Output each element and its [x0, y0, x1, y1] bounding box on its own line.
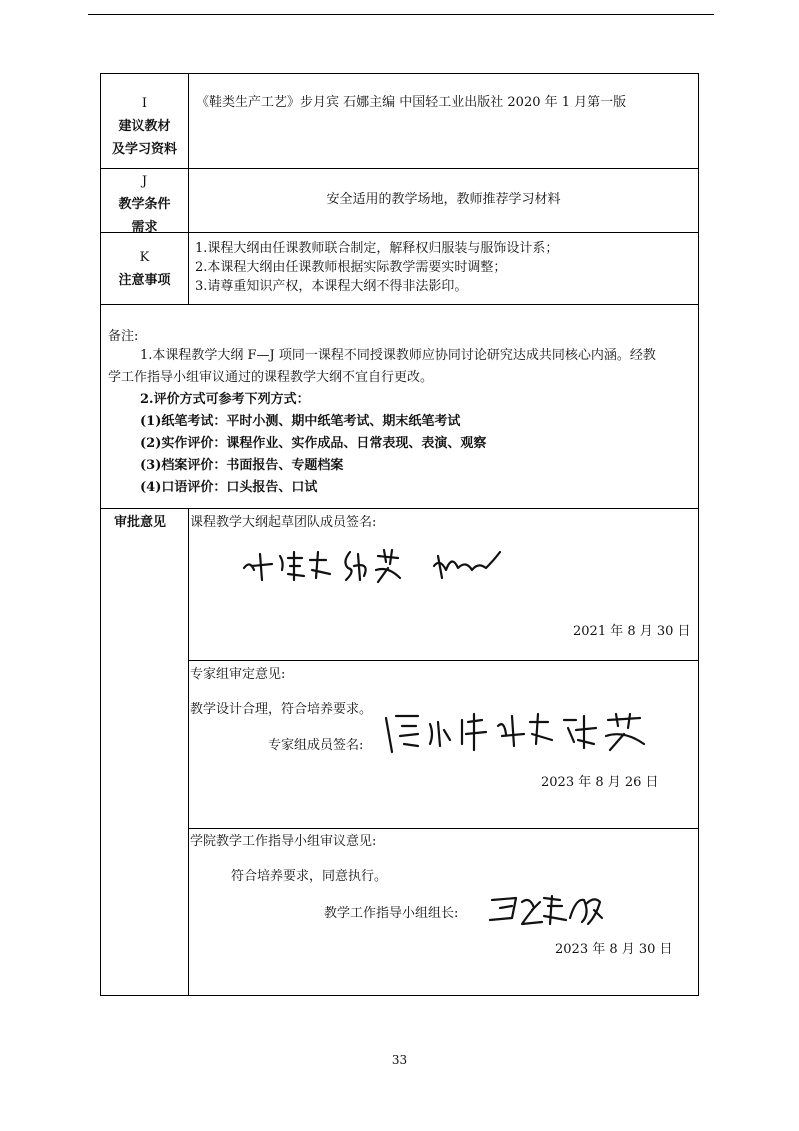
row-j-label: J 教学条件 需求: [118, 174, 171, 235]
college-signature: [482, 888, 612, 932]
note-item: 2.本课程大纲由任课教师根据实际教学需要实时调整；: [195, 260, 507, 275]
header-rule: [88, 14, 714, 15]
expert-opinion: 教学设计合理，符合培养要求。: [190, 702, 373, 717]
row-k-label: K 注意事项: [118, 250, 171, 288]
remarks-heading: 备注:: [108, 329, 139, 344]
drafting-date: 2021 年 8 月 30 日: [573, 624, 691, 639]
row-divider: [100, 508, 699, 509]
expert-title: 专家组审定意见:: [190, 667, 286, 682]
expert-sign-label: 专家组成员签名:: [268, 738, 364, 753]
column-divider: [188, 508, 189, 996]
note-item: 1.课程大纲由任课教师联合制定，解释权归服装与服饰设计系；: [195, 241, 559, 256]
evaluation-item: (1)纸笔考试：平时小测、期中纸笔考试、期末纸笔考试: [140, 414, 461, 429]
row-divider: [188, 660, 699, 661]
college-title: 学院教学工作指导小组审议意见:: [190, 834, 377, 849]
row-divider: [100, 168, 699, 169]
syllabus-table: [100, 73, 699, 996]
row-j-content: 安全适用的教学场地，教师推荐学习材料: [326, 192, 561, 207]
drafting-signature: [238, 540, 518, 590]
row-divider: [100, 304, 699, 305]
row-i-label: I 建议教材 及学习资料: [111, 96, 177, 157]
row-divider: [100, 232, 699, 233]
drafting-title: 课程教学大纲起草团队成员签名:: [190, 515, 377, 530]
row-divider: [188, 828, 699, 829]
college-sign-label: 教学工作指导小组组长:: [324, 906, 459, 921]
expert-signature: [378, 704, 658, 764]
row-i-content: 《鞋类生产工艺》步月宾 石娜主编 中国轻工业出版社 2020 年 1 月第一版: [196, 95, 627, 110]
evaluation-item: (4)口语评价：口头报告、口试: [140, 480, 318, 495]
note-item: 3.请尊重知识产权，本课程大纲不得非法影印。: [195, 279, 468, 294]
expert-date: 2023 年 8 月 26 日: [541, 775, 659, 790]
evaluation-item: (2)实作评价：课程作业、实作成品、日常表现、表演、观察: [140, 436, 487, 451]
evaluation-heading: 2.评价方式可参考下列方式：: [140, 392, 310, 407]
evaluation-item: (3)档案评价：书面报告、专题档案: [140, 458, 344, 473]
college-date: 2023 年 8 月 30 日: [555, 942, 673, 957]
remarks-line: 学工作指导小组审议通过的课程教学大纲不宜自行更改。: [108, 370, 434, 385]
column-divider: [188, 73, 189, 304]
approval-label: 审批意见: [114, 515, 167, 530]
remarks-line: 1.本课程教学大纲 F—J 项同一课程不同授课教师应协同讨论研究达成共同核心内涵。经教: [140, 348, 656, 363]
college-opinion: 符合培养要求，同意执行。: [231, 869, 388, 884]
page-number: 33: [391, 1053, 408, 1067]
